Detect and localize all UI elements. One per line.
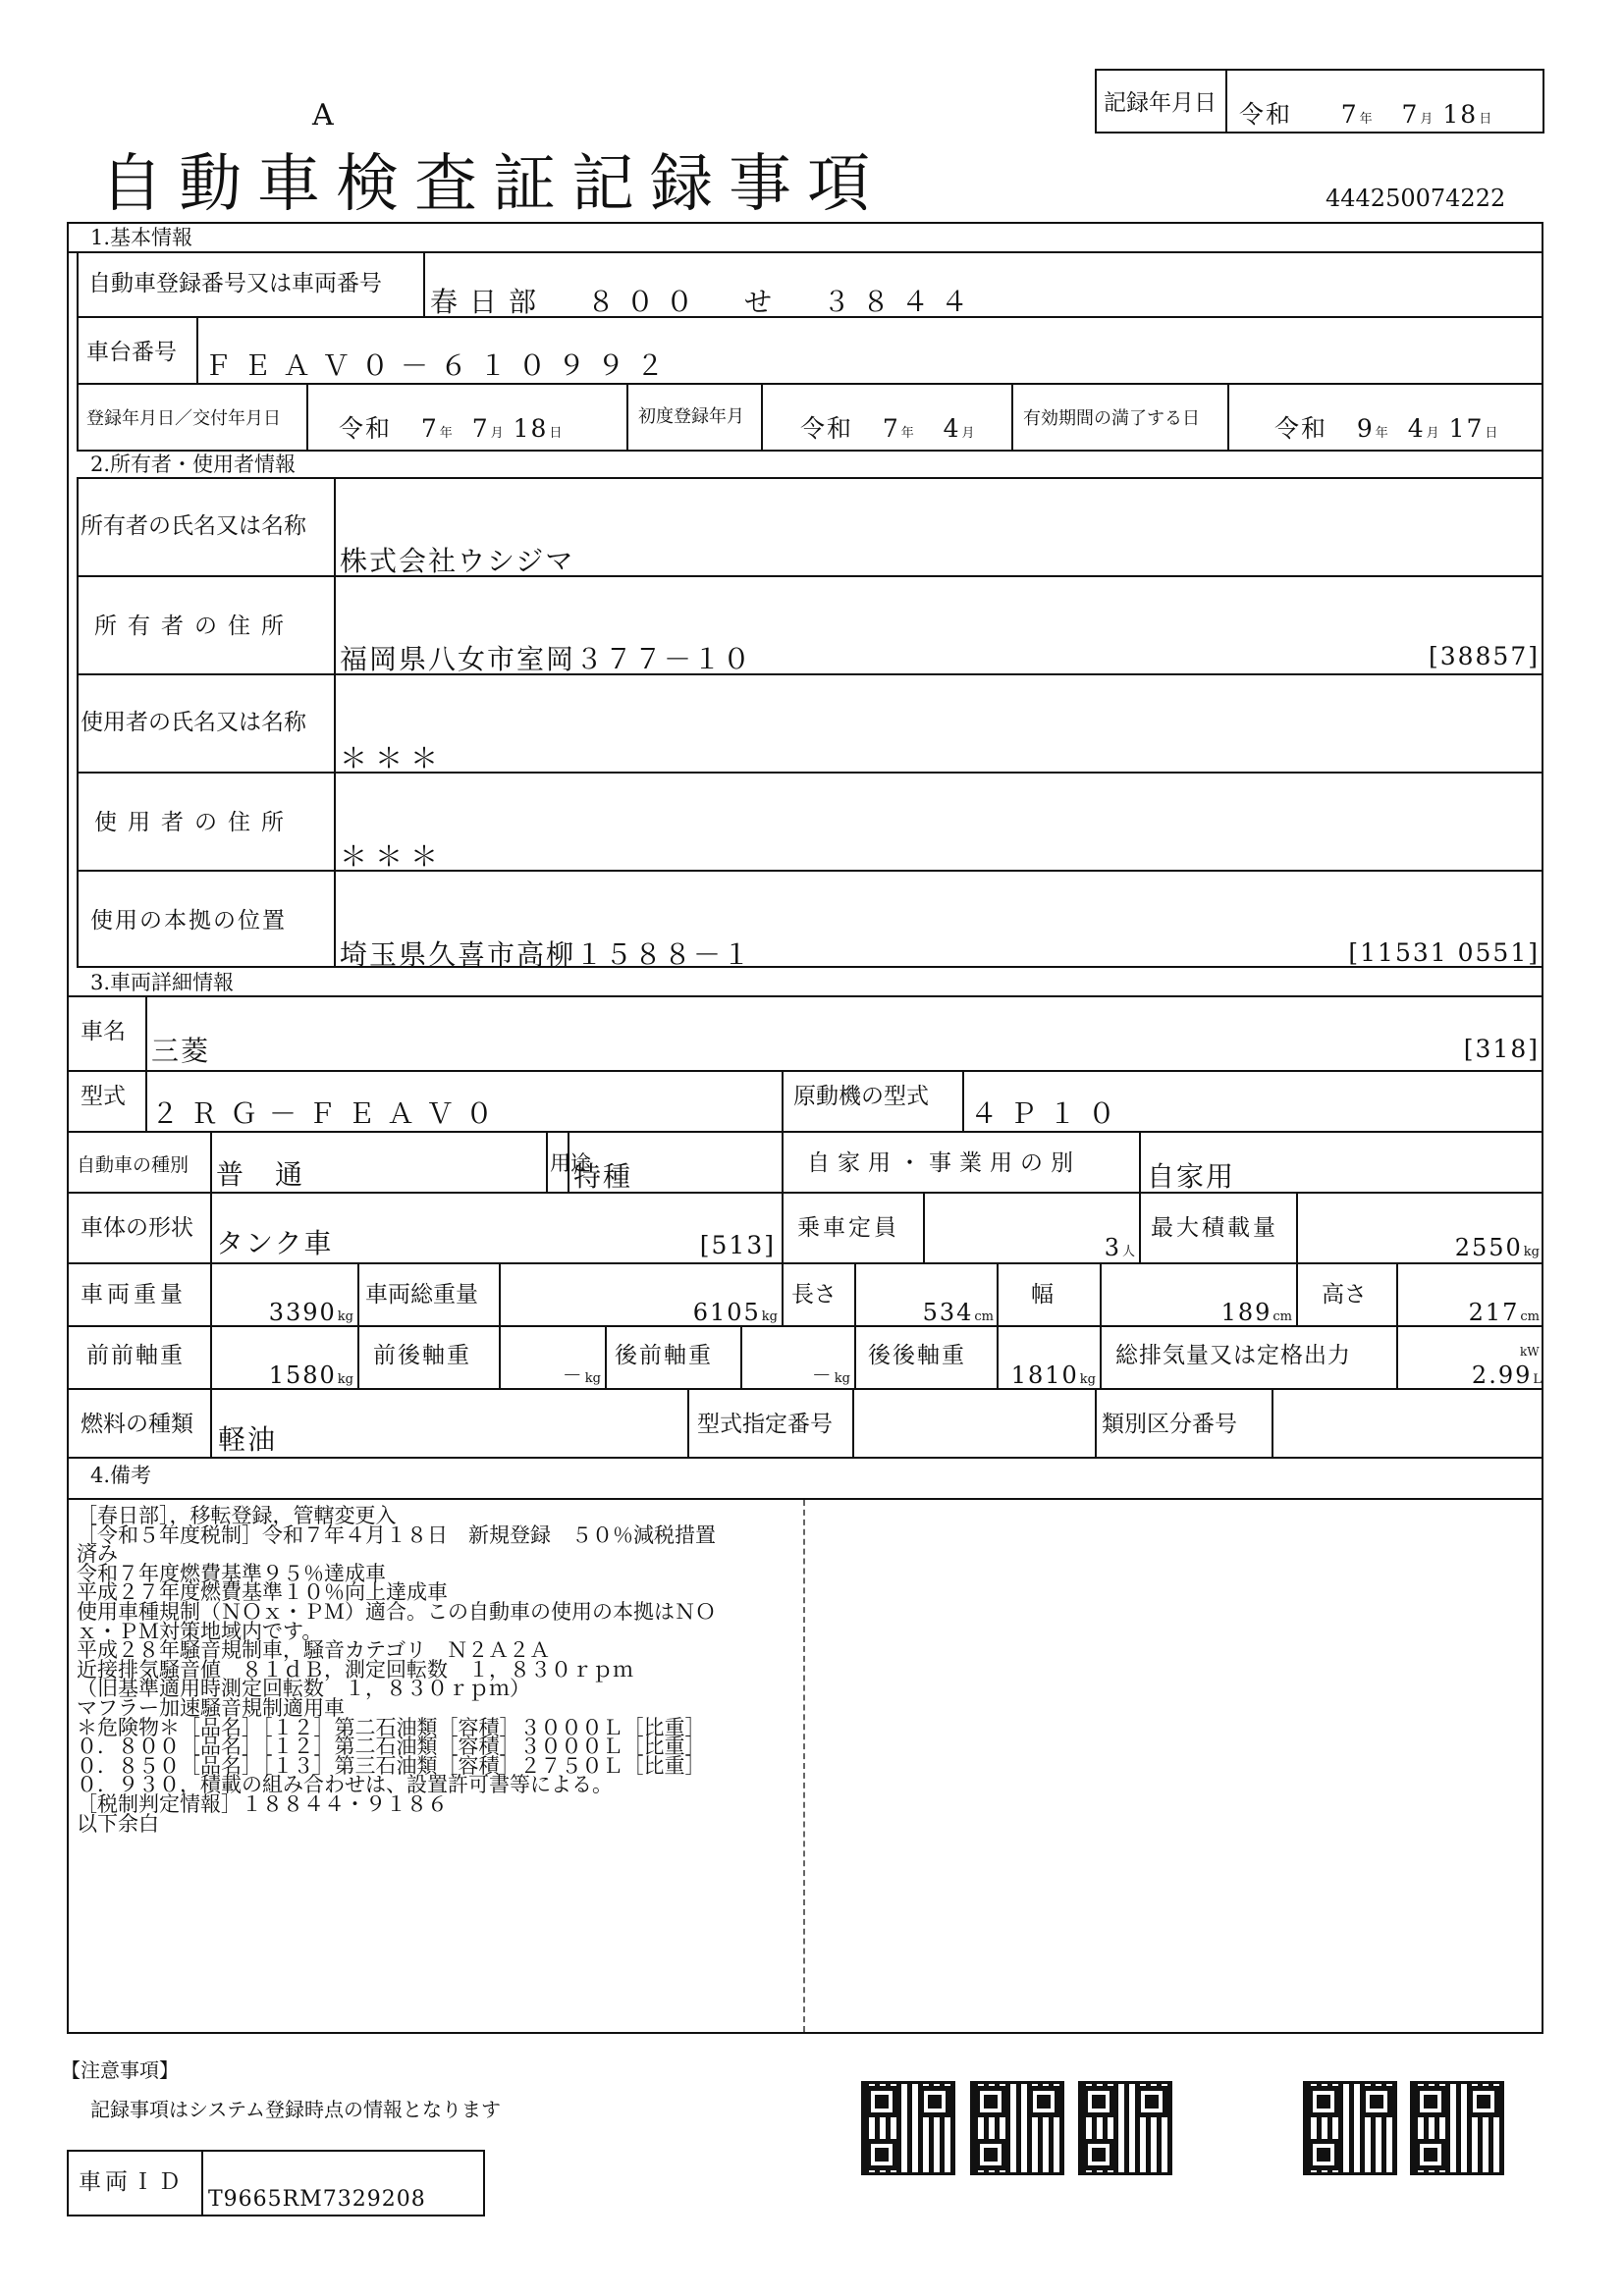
vehicle-id-label: 車両ＩＤ xyxy=(79,2169,185,2195)
rf-axle-value: －kg xyxy=(811,1363,850,1387)
chassis-value: ＦＥＡＶ０－６１０９９２ xyxy=(204,349,677,382)
fr-axle-label: 前後軸重 xyxy=(373,1343,471,1368)
qr-code-icon xyxy=(1078,2081,1172,2175)
height-value: 217cm xyxy=(1468,1299,1540,1326)
vehicle-type-value: 普 通 xyxy=(216,1158,305,1191)
first-reg-label: 初度登録年月 xyxy=(638,406,744,427)
qr-code-icon xyxy=(970,2081,1064,2175)
private-business-label: 自家用・事業用の別 xyxy=(807,1150,1081,1176)
remarks-divider xyxy=(803,1500,805,2032)
remarks-line: ０．８５０［品名］［１３］第三石油類［容積］２７５０Ｌ［比重］ xyxy=(77,1753,706,1778)
engine-model-label: 原動機の型式 xyxy=(793,1084,929,1109)
length-value: 534cm xyxy=(922,1299,994,1326)
ff-axle-value: 1580kg xyxy=(268,1362,353,1389)
remarks-line: ［令和５年度税制］令和７年４月１８日 新規登録 ５０％減税措置 xyxy=(77,1522,716,1547)
capacity-label: 乗車定員 xyxy=(797,1215,899,1241)
remarks-line: 近接排気騒音値 ８１ｄＢ，測定回転数 １，８３０ｒｐｍ xyxy=(77,1657,633,1682)
remarks-line: 令和７年度燃費基準９５％達成車 xyxy=(77,1561,386,1585)
rf-axle-label: 後前軸重 xyxy=(615,1343,713,1368)
section-2-heading: 2.所有者・使用者情報 xyxy=(90,453,297,476)
displacement-unit-kw: kW xyxy=(1520,1345,1540,1359)
remarks-line: ［税制判定情報］１８８４４・９１８６ xyxy=(77,1791,448,1816)
section-1-heading: 1.基本情報 xyxy=(90,226,193,249)
remarks-line: マフラー加速騒音規制適用車 xyxy=(77,1695,345,1720)
body-shape-label: 車体の形状 xyxy=(81,1215,193,1241)
owner-name-value: 株式会社ウシジマ xyxy=(340,545,575,577)
displacement-value: 2.99L xyxy=(1471,1362,1542,1389)
notes-heading: 【注意事項】 xyxy=(61,2058,179,2082)
vehicle-id-value: T9665RM7329208 xyxy=(208,2187,426,2212)
base-location-label: 使用の本拠の位置 xyxy=(90,908,287,934)
fr-axle-value: －kg xyxy=(562,1363,601,1387)
qr-code-icon xyxy=(861,2081,955,2175)
gross-weight-value: 6105kg xyxy=(692,1299,778,1326)
first-reg-value: 令和 7年 4月 xyxy=(800,414,975,443)
vehicle-weight-label: 車両重量 xyxy=(81,1282,187,1308)
page-title: 自動車検査証記録事項 xyxy=(100,148,886,221)
remarks-line: 済み xyxy=(77,1542,118,1567)
reg-date-value: 令和 7年 7月 18日 xyxy=(339,414,563,443)
owner-address-value: 福岡県八女市室岡３７７－１０ xyxy=(340,643,753,675)
class-number-label: 類別区分番号 xyxy=(1102,1412,1237,1437)
max-load-label: 最大積載量 xyxy=(1151,1215,1278,1241)
owner-address-label: 所有者の住所 xyxy=(94,614,295,639)
page-letter: A xyxy=(312,98,334,133)
body-shape-code: [513] xyxy=(699,1231,776,1259)
notes-text: 記録事項はシステム登録時点の情報となります xyxy=(90,2098,501,2121)
remarks-line: 使用車種規制（ＮＯｘ・ＰＭ）適合。この自動車の使用の本拠はＮＯ xyxy=(77,1599,716,1624)
remarks-line: ｘ・ＰＭ対策地域内です。 xyxy=(77,1619,323,1643)
length-label: 長さ xyxy=(791,1282,837,1308)
section-3-heading: 3.車両詳細情報 xyxy=(90,971,235,994)
maker-value: 三菱 xyxy=(151,1035,211,1067)
reg-number-value: 春日部 ８００ せ ３８４４ xyxy=(430,286,981,318)
user-name-value: ＊＊＊ xyxy=(340,742,447,774)
remarks-line: 平成２７年度燃費基準１０％向上達成車 xyxy=(77,1580,448,1605)
fuel-label: 燃料の種類 xyxy=(81,1412,193,1437)
rr-axle-value: 1810kg xyxy=(1010,1362,1096,1389)
rr-axle-label: 後後軸重 xyxy=(868,1343,966,1368)
max-load-value: 2550kg xyxy=(1454,1234,1540,1261)
section-4-heading: 4.備考 xyxy=(90,1464,152,1487)
user-address-value: ＊＊＊ xyxy=(340,840,447,873)
remarks-text xyxy=(77,1504,803,1836)
expiry-value: 令和 9年 4月 17日 xyxy=(1274,414,1498,443)
user-address-label: 使用者の住所 xyxy=(94,810,295,835)
vehicle-type-label: 自動車の種別 xyxy=(77,1154,189,1176)
vehicle-weight-value: 3390kg xyxy=(268,1299,353,1326)
user-name-label: 使用者の氏名又は名称 xyxy=(81,710,306,735)
reg-number-label: 自動車登録番号又は車両番号 xyxy=(88,271,382,296)
qr-code-icon xyxy=(1410,2081,1504,2175)
base-location-value: 埼玉県久喜市高柳１５８８－１ xyxy=(340,938,753,971)
record-date-label: 記録年月日 xyxy=(1104,90,1217,116)
base-location-code: [11531 0551] xyxy=(1348,938,1540,967)
remarks-line: （旧基準適用時測定回転数 １，８３０ｒｐｍ） xyxy=(77,1677,530,1701)
remarks-line: ０．８００［品名］［１２］第二石油類［容積］３０００Ｌ［比重］ xyxy=(77,1735,706,1759)
chassis-label: 車台番号 xyxy=(86,340,177,365)
remarks-line: 平成２８年騒音規制車，騒音カテゴリ Ｎ２Ａ２Ａ xyxy=(77,1638,551,1663)
remarks-line: ０．９３０，積載の組み合わせは、設置許可書等による。 xyxy=(77,1773,613,1797)
capacity-value: 3人 xyxy=(1104,1234,1135,1261)
document-number: 444250074222 xyxy=(1326,185,1506,212)
type-designation-label: 型式指定番号 xyxy=(697,1412,833,1437)
gross-weight-label: 車両総重量 xyxy=(365,1282,478,1308)
displacement-label: 総排気量又は定格出力 xyxy=(1115,1343,1351,1368)
remarks-line: 以下余白 xyxy=(77,1811,159,1836)
model-label: 型式 xyxy=(81,1084,126,1109)
qr-code-icon xyxy=(1303,2081,1397,2175)
width-label: 幅 xyxy=(1031,1282,1054,1308)
usage-value: 特種 xyxy=(573,1160,633,1193)
owner-name-label: 所有者の氏名又は名称 xyxy=(81,513,306,539)
body-shape-value: タンク車 xyxy=(216,1227,334,1259)
height-label: 高さ xyxy=(1322,1282,1367,1308)
maker-label: 車名 xyxy=(81,1019,126,1044)
ff-axle-label: 前前軸重 xyxy=(86,1343,185,1368)
fuel-value: 軽油 xyxy=(218,1423,278,1456)
usage-label: 用途 xyxy=(550,1151,591,1175)
owner-address-code: [38857] xyxy=(1428,642,1540,670)
remarks-line: ［春日部］，移転登録，管轄変更入 xyxy=(77,1504,397,1527)
private-business-value: 自家用 xyxy=(1147,1160,1236,1193)
model-value: ２ＲＧ－ＦＥＡＶ０ xyxy=(151,1097,506,1130)
maker-code: [318] xyxy=(1463,1035,1540,1063)
width-value: 189cm xyxy=(1220,1299,1292,1326)
reg-date-label: 登録年月日／交付年月日 xyxy=(86,408,281,429)
record-date-value: 令和 7年 7月 18日 xyxy=(1239,100,1492,129)
expiry-label: 有効期間の満了する日 xyxy=(1023,408,1200,429)
remarks-line: ＊危険物＊［品名］［１２］第二石油類［容積］３０００Ｌ［比重］ xyxy=(77,1715,706,1739)
engine-model-value: ４Ｐ１０ xyxy=(970,1097,1128,1130)
